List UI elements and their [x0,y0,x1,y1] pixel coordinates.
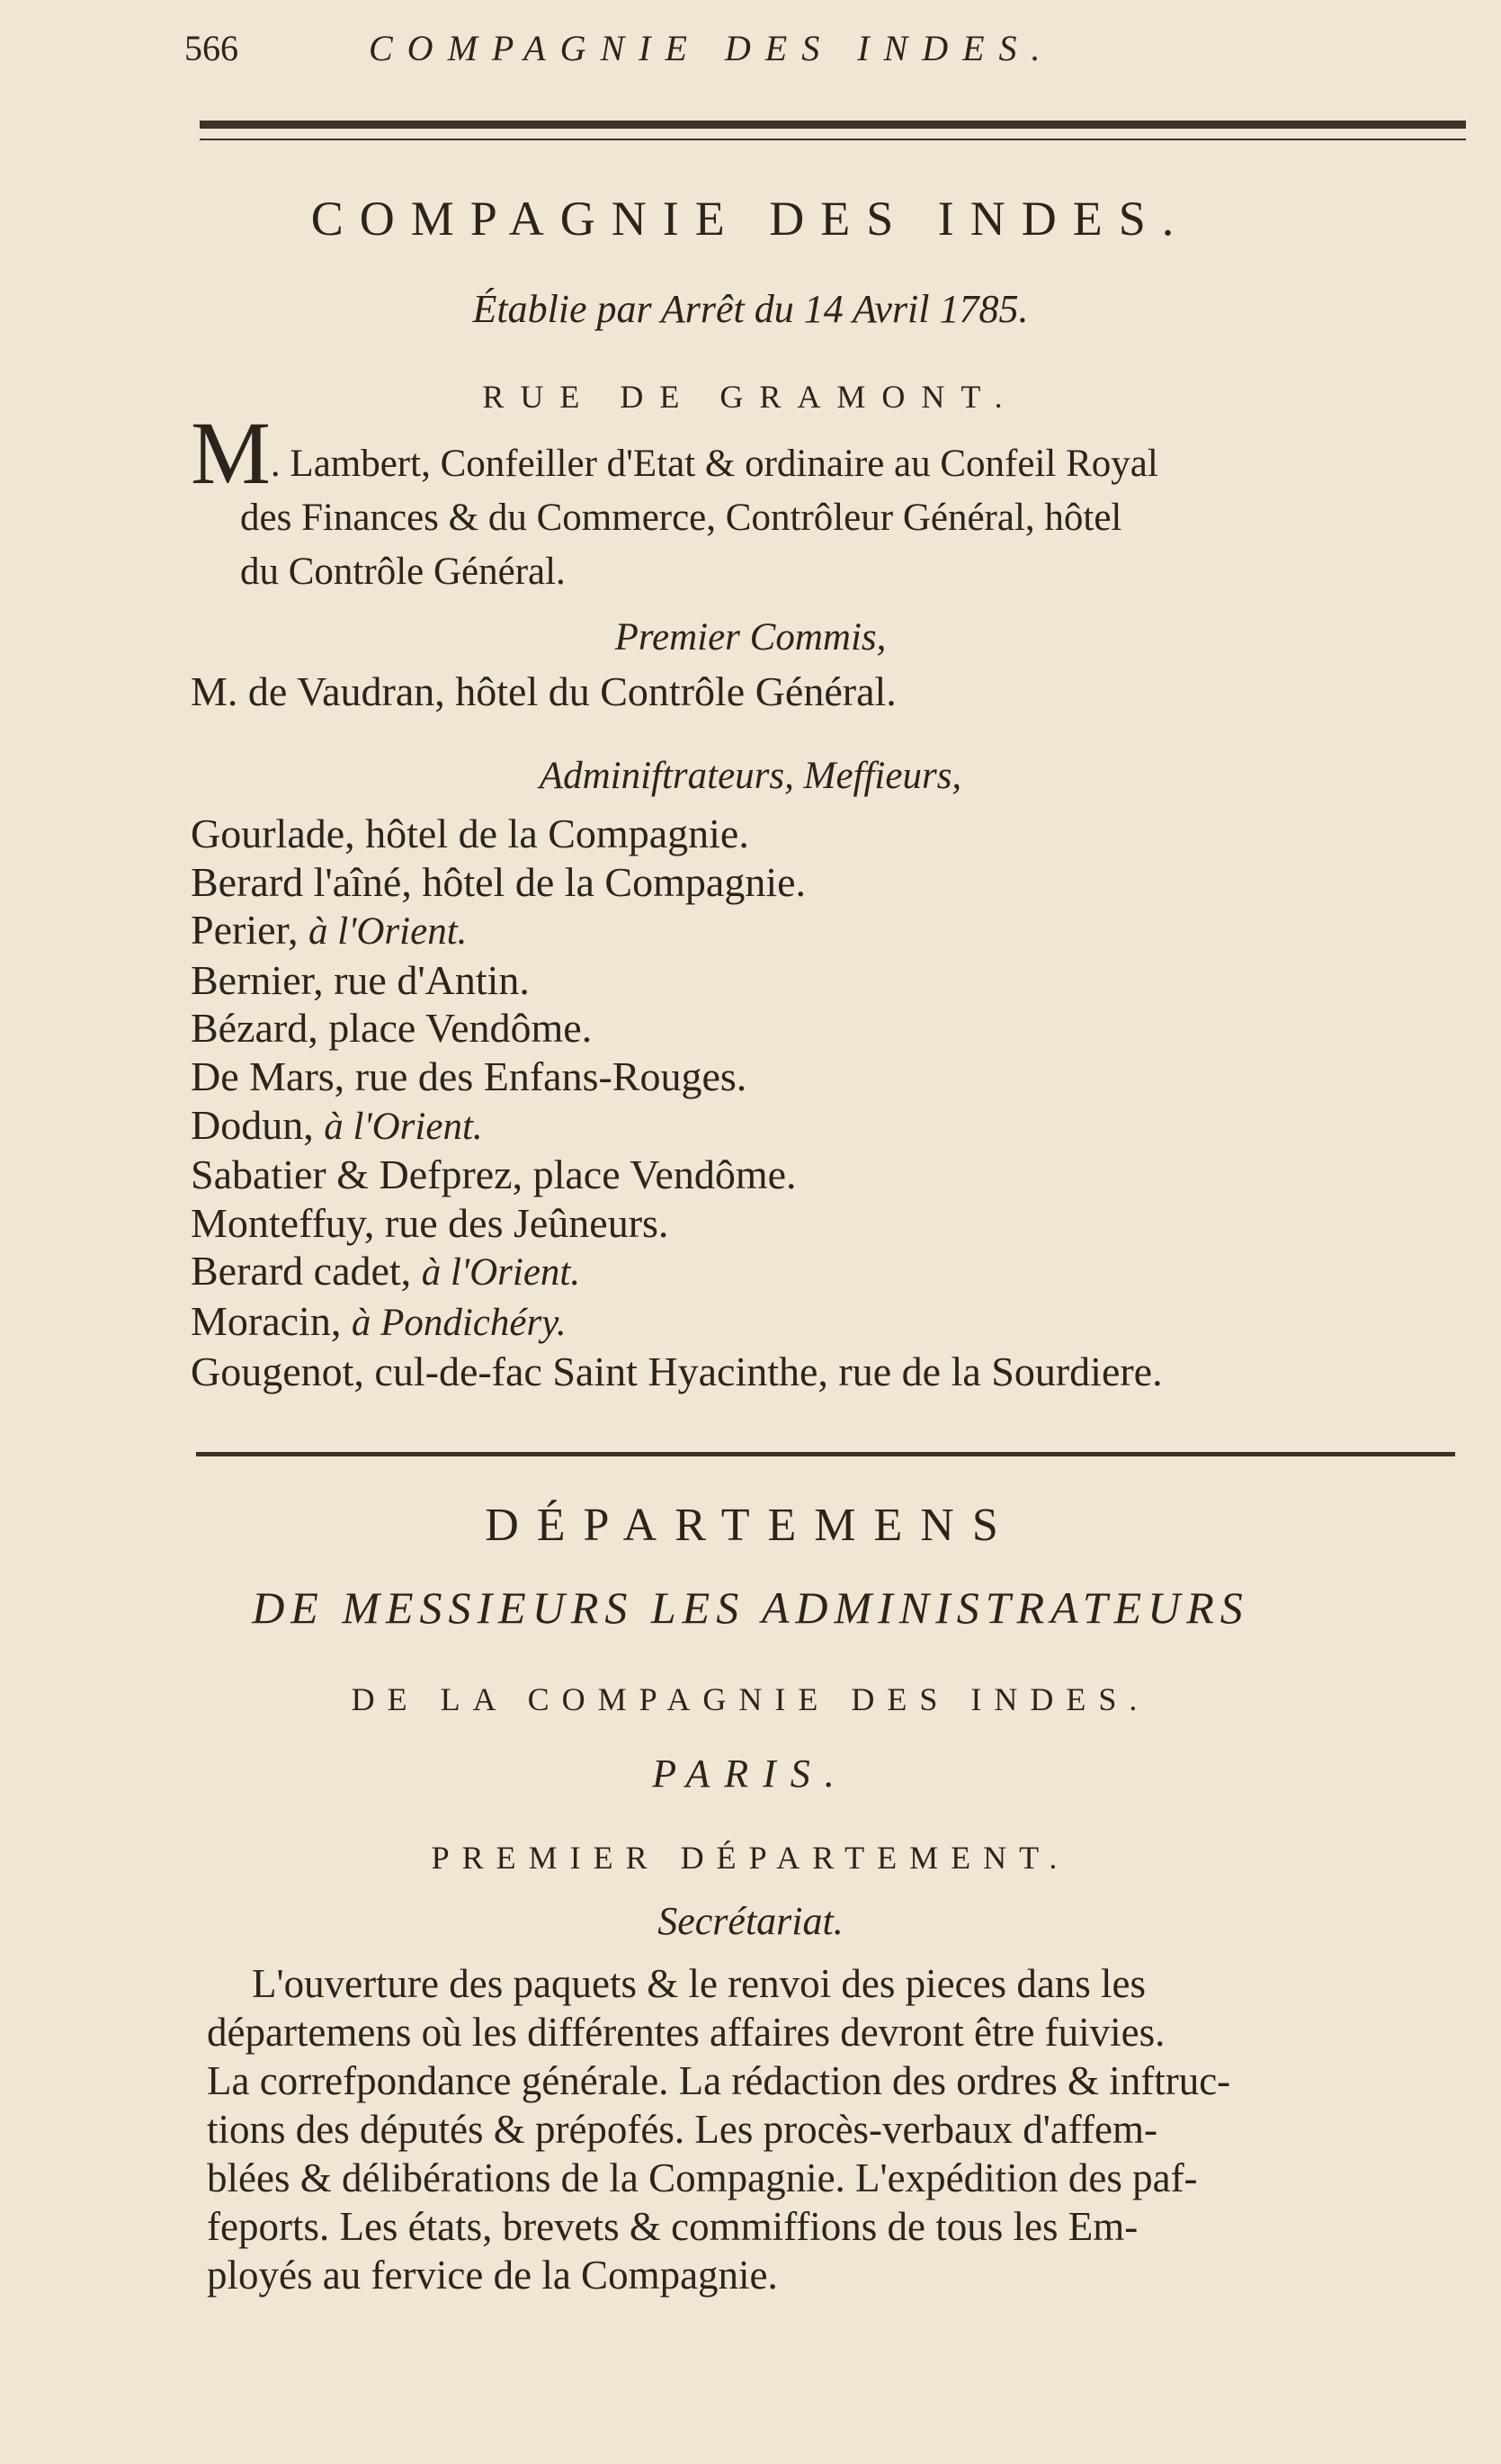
administrator-entry: Gougenot, cul-de-fac Saint Hyacinthe, rue de la Sourdiere. [191,1348,1163,1394]
paragraph-line: départemens où les différentes affaires devront être fuivies. [207,2010,1166,2055]
secretariat-paragraph [207,1959,1484,2299]
administrator-entry: Bernier, rue d'Antin. [191,956,530,1003]
administrator-entry: Perier, à l'Orient. [191,907,468,954]
departments-subtitle-2: DE LA COMPAGNIE DES INDES. [351,1681,1150,1717]
office-title: Secrétariat. [657,1899,844,1943]
paragraph-line: tions des députés & prépofés. Les procès-verbaux d'affem- [207,2107,1157,2152]
administrator-entry: De Mars, rue des Enfans-Rouges. [191,1053,747,1099]
administrator-entry: Gourlade, hôtel de la Compagnie. [191,811,749,856]
premier-commis-heading: Premier Commis, [614,616,887,659]
paragraph-line: L'ouverture des paquets & le renvoi des pieces dans les [252,1961,1147,2006]
administrator-entry: Berard cadet, à l'Orient. [191,1248,581,1295]
departments-title: DÉPARTEMENS [485,1500,1016,1551]
paragraph-line: blées & délibérations de la Compagnie. L'expédition des paf- [207,2155,1198,2200]
page-number: 566 [184,28,238,68]
running-title: COMPAGNIE DES INDES. [369,28,1055,68]
administrator-entry: Berard l'aîné, hôtel de la Compagnie. [191,858,807,905]
administrator-entry: Bézard, place Vendôme. [191,1005,593,1052]
paragraph-line: La correfpondance générale. La rédaction des ordres & inftruc- [207,2058,1231,2103]
section-address: RUE DE GRAMONT. [482,379,1019,415]
intro-line-1: . Lambert, Confeiller d'Etat & ordinaire au Confeil Royal [270,443,1158,485]
section-divider [196,1452,1455,1456]
departments-subtitle: DE MESSIEURS LES ADMINISTRATEURS [252,1582,1249,1633]
administrators-list [191,810,1163,1395]
header-rule-thin [200,139,1466,140]
section-subtitle: Établie par Arrêt du 14 Avril 1785. [472,287,1029,331]
paragraph-line: ployés au fervice de la Compagnie. [207,2253,778,2298]
intro-paragraph [191,403,1486,599]
premier-commis-entry: M. de Vaudran, hôtel du Contrôle Général. [191,668,897,714]
administrators-heading: Adminiftrateurs, Meffieurs, [539,755,962,797]
department-title: PREMIER DÉPARTEMENT. [431,1840,1070,1876]
intro-line-3: du Contrôle Général. [240,551,566,593]
administrator-entry: Dodun, à l'Orient. [191,1101,483,1148]
header-rule-thick [200,121,1466,129]
drop-capital: M [191,403,271,503]
administrator-entry: Sabatier & Defprez, place Vendôme. [191,1151,797,1198]
intro-line-2: des Finances & du Commerce, Contrôleur Général, hôtel [240,497,1122,539]
section-title: COMPAGNIE DES INDES. [310,192,1191,246]
administrator-entry: Moracin, à Pondichéry. [191,1297,567,1344]
city-heading: PARIS. [652,1752,849,1796]
administrator-entry: Monteffuy, rue des Jeûneurs. [191,1199,669,1246]
paragraph-line: feports. Les états, brevets & commiffions de tous les Em- [207,2204,1139,2249]
